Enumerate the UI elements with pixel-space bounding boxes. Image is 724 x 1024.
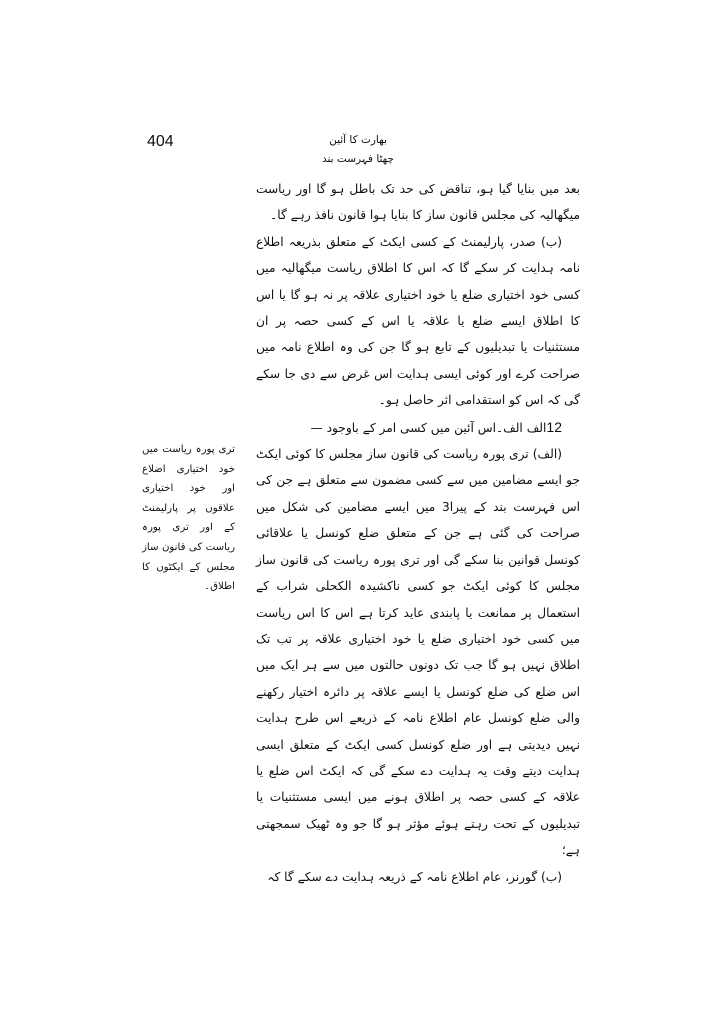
running-header-title: بھارت کا آئین [329,134,387,146]
paragraph-clause-b-governor: (ب) گورنر، عام اطلاع نامہ کے ذریعہ ہدایت دے سکے گا کہ [267,869,562,884]
marginal-note: تری پورہ ریاست میں خود اختیاری اضلاع اور خود اختیاری علاقوں پر پارلیمنٹ کے اور تری پورہ ریاست کی قانون ساز مجلس کے ایکٹوں کا اطلاق۔ [142,444,235,593]
paragraph-continuation: بعد میں بنایا گیا ہو، تناقض کی حد تک باطل ہو گا اور ریاست میگھالیہ کی مجلس قانون ساز کا بنایا ہوا قانون نافذ رہے گا۔ [256,182,580,223]
running-header-subtitle: چھٹا فہرست بند [321,153,395,165]
paragraph-clause-b: (ب) صدر، پارلیمنٹ کے کسی ایکٹ کے متعلق بذریعہ اطلاع نامہ ہدایت کر سکے گا کہ اس کا اطلاق ریاست میگھالیہ میں کسی خود اختیاری ضلع یا خود اختیاری علاقہ پر نہ ہو گا یا اس کا اطلاق ایسے ضلع یا علاقہ یا اس کے کسی حصہ پر ان مستثنیات یا تبدیلیوں کے تابع ہو گا جن کی وہ اطلاع نامہ میں صراحت کرے اور کوئی ایسی ہدایت اس غرض سے دی جا سکے گی کہ اس کو استقدامی اثر حاصل ہو۔ [256,234,580,408]
section-heading-text: الف الف۔اس آئین میں کسی امر کے باوجود — [310,420,547,435]
section-number: 12 [546,418,562,435]
page-number: 404 [147,133,174,150]
paragraph-clause-a: (الف) تری پورہ ریاست کی قانون ساز مجلس کا کوئی ایکٹ جو ایسے مضامین میں سے کسی مضمون سے متعلق ہے جن کی اس فہرست بند کے پیرا3 میں ایسے مضامین کی شکل میں صراحت کی گئی ہے جن کے متعلق ضلع کونسل یا علاقائی کونسل قوانین بنا سکے گی اور تری پورہ ریاست کی قانون ساز مجلس کا کوئی ایکٹ جو کسی ناکشیدہ الکحلی شراب کے استعمال پر ممانعت یا پابندی عاید کرتا ہے اس کا اس ریاست میں کسی خود اختیاری ضلع یا خود اختیاری علاقہ پر تب تک اطلاق نہیں ہو گا جب تک دونوں حالتوں میں سے ہر ایک میں اس ضلع کی ضلع کونسل یا ایسے علاقہ پر دائرہ اختیار رکھنے والی ضلع کونسل عام اطلاع نامہ کے ذریعے اس طرح ہدایت نہیں دیدیتی ہے اور ضلع کونسل کسی ایکٹ کے متعلق ایسی ہدایت دیتے وقت یہ ہدایت دے سکے گی کہ ایکٹ اس ضلع یا علاقہ کے کسی حصہ پر اطلاق ہونے میں ایسی مستثنیات یا تبدیلیوں کے تحت رہتے ہوئے مؤثر ہو گا جو وہ ٹھیک سمجھتی ہے؛ [256,447,580,858]
paragraph-section-12aa [256,414,580,441]
main-text [256,176,580,890]
